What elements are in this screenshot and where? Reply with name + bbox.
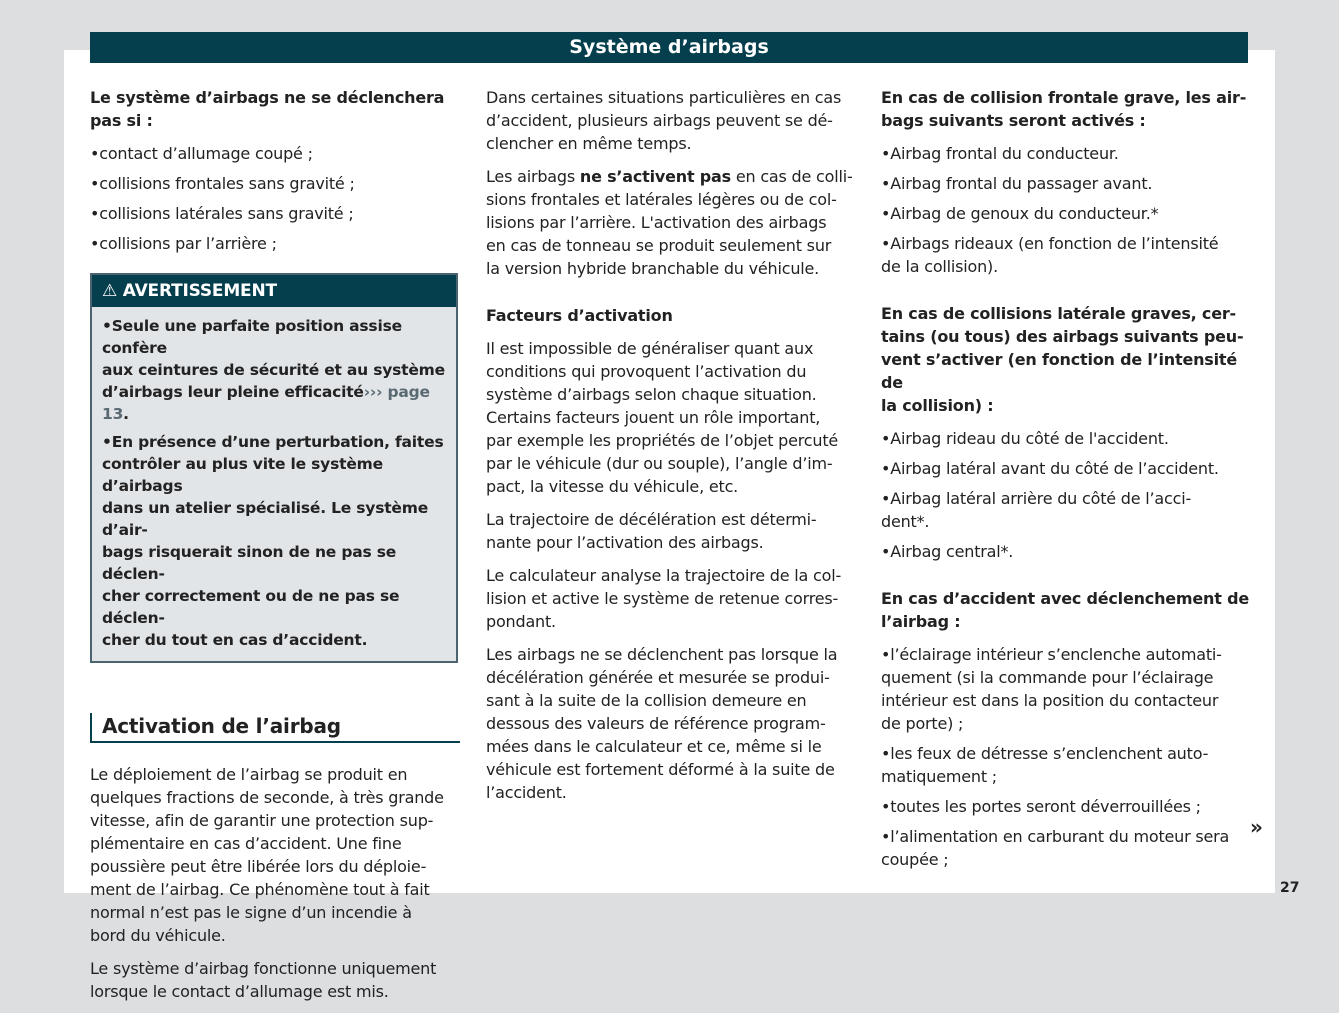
list-item: • Airbag frontal du conducteur.	[881, 142, 1251, 165]
list-item: • Airbag rideau du côté de l'accident.	[881, 427, 1251, 450]
warning-header	[92, 275, 456, 307]
warning-item	[102, 315, 446, 425]
subheading: En cas de collision frontale grave, les air- bags suivants seront activés :	[881, 88, 1247, 130]
warning-box	[90, 273, 458, 663]
list-item: • collisions par l’arrière ;	[90, 232, 460, 255]
page-number: 27	[1280, 880, 1300, 896]
subheading: En cas d’accident avec déclenchement de l’airbag :	[881, 589, 1249, 631]
continued-marker: »	[1250, 815, 1263, 839]
paragraph: La trajectoire de décélération est détermi- nante pour l’activation des airbags.	[486, 510, 817, 552]
paragraph: Le déploiement de l’airbag se produit en quelques fractions de seconde, à très grande vitesse, afin de garantir une protection sup- plémentaire en cas d’accident. Une fine poussière peut être libérée lors du déploie- ment de l’airbag. Ce phénomène tout à fait normal n’est pas le signe d’un incendie à bord du véhicule.	[90, 765, 444, 945]
list-item: • Airbag latéral arrière du côté de l’acci- dent*.	[881, 487, 1251, 533]
paragraph: Le système d’airbag fonctionne uniquement lorsque le contact d’allumage est mis.	[90, 959, 437, 1001]
column-3	[881, 86, 1251, 878]
list-item: • l’alimentation en carburant du moteur sera coupée ;	[881, 825, 1251, 871]
list-item: • collisions frontales sans gravité ;	[90, 172, 460, 195]
page-header: Système d’airbags	[90, 32, 1248, 63]
warning-text: Seule une parfaite position assise confère aux ceintures de sécurité et au système d’airbags leur pleine efficacité	[102, 317, 445, 401]
page-link[interactable]: ››› page 13	[102, 383, 430, 423]
list-item: • Airbag central*.	[881, 540, 1251, 563]
list-item: • Airbag frontal du passager avant.	[881, 172, 1251, 195]
warning-item: • En présence d’une perturbation, faites contrôler au plus vite le système d’airbags dans un atelier spécialisé. Le système d’air- bags risquerait sinon de ne pas se déclen- cher correctement ou de ne pas se déclen- cher du tout en cas d’accident.	[102, 431, 446, 651]
paragraph: Les airbags ne se déclenchent pas lorsque la décélération générée et mesurée se produi- sant à la suite de la collision demeure en dessous des valeurs de référence program- mées dans le calculateur et ce, même si le véhicule est fortement déformé à la suite de l’accident.	[486, 645, 838, 802]
subtitle: Facteurs d’activation	[486, 306, 673, 325]
text: en cas de colli- sions frontales et latérales légères ou de col- lisions par l’arrière. L'activation des airbags en cas de tonneau se produit seulement sur la version hybride branchable du véhicule.	[486, 167, 853, 278]
subheading: En cas de collisions latérale graves, cer- tains (ou tous) des airbags suivants peu- vent s’activer (en fonction de l’intensité de la collision) :	[881, 304, 1244, 415]
warning-title: AVERTISSEMENT	[122, 281, 277, 301]
paragraph	[486, 165, 856, 280]
text: Les airbags	[486, 167, 580, 186]
list-item: • l’éclairage intérieur s’enclenche automati- quement (si la commande pour l’éclairage intérieur est dans la position du contacteur de porte) ;	[881, 643, 1251, 735]
section-title: Activation de l’airbag	[90, 713, 460, 743]
list-item: • Airbag latéral avant du côté de l’accident.	[881, 457, 1251, 480]
paragraph: Il est impossible de généraliser quant aux conditions qui provoquent l’activation du système d’airbags selon chaque situation. Certains facteurs jouent un rôle important, par exemple les propriétés de l’objet percuté par le véhicule (dur ou souple), l’angle d’im- pact, la vitesse du véhicule, etc.	[486, 339, 839, 496]
list-item: • Airbags rideaux (en fonction de l’intensité de la collision).	[881, 232, 1251, 278]
warning-triangle-icon: ⚠	[102, 281, 118, 301]
list-item: • collisions latérales sans gravité ;	[90, 202, 460, 225]
column-2	[486, 86, 856, 814]
list-item: • les feux de détresse s’enclenchent auto- matiquement ;	[881, 742, 1251, 788]
intro-heading: Le système d’airbags ne se déclenchera pas si :	[90, 88, 445, 130]
paragraph: Le calculateur analyse la trajectoire de la col- lision et active le système de retenue corres- pondant.	[486, 566, 842, 631]
list-item: • contact d’allumage coupé ;	[90, 142, 460, 165]
column-1	[90, 86, 460, 1013]
paragraph: Dans certaines situations particulières en cas d’accident, plusieurs airbags peuvent se dé- clencher en même temps.	[486, 88, 842, 153]
emphasis: ne s’activent pas	[579, 167, 731, 186]
punctuation: .	[123, 405, 129, 423]
list-item: • toutes les portes seront déverrouillées ;	[881, 795, 1251, 818]
list-item: • Airbag de genoux du conducteur.*	[881, 202, 1251, 225]
